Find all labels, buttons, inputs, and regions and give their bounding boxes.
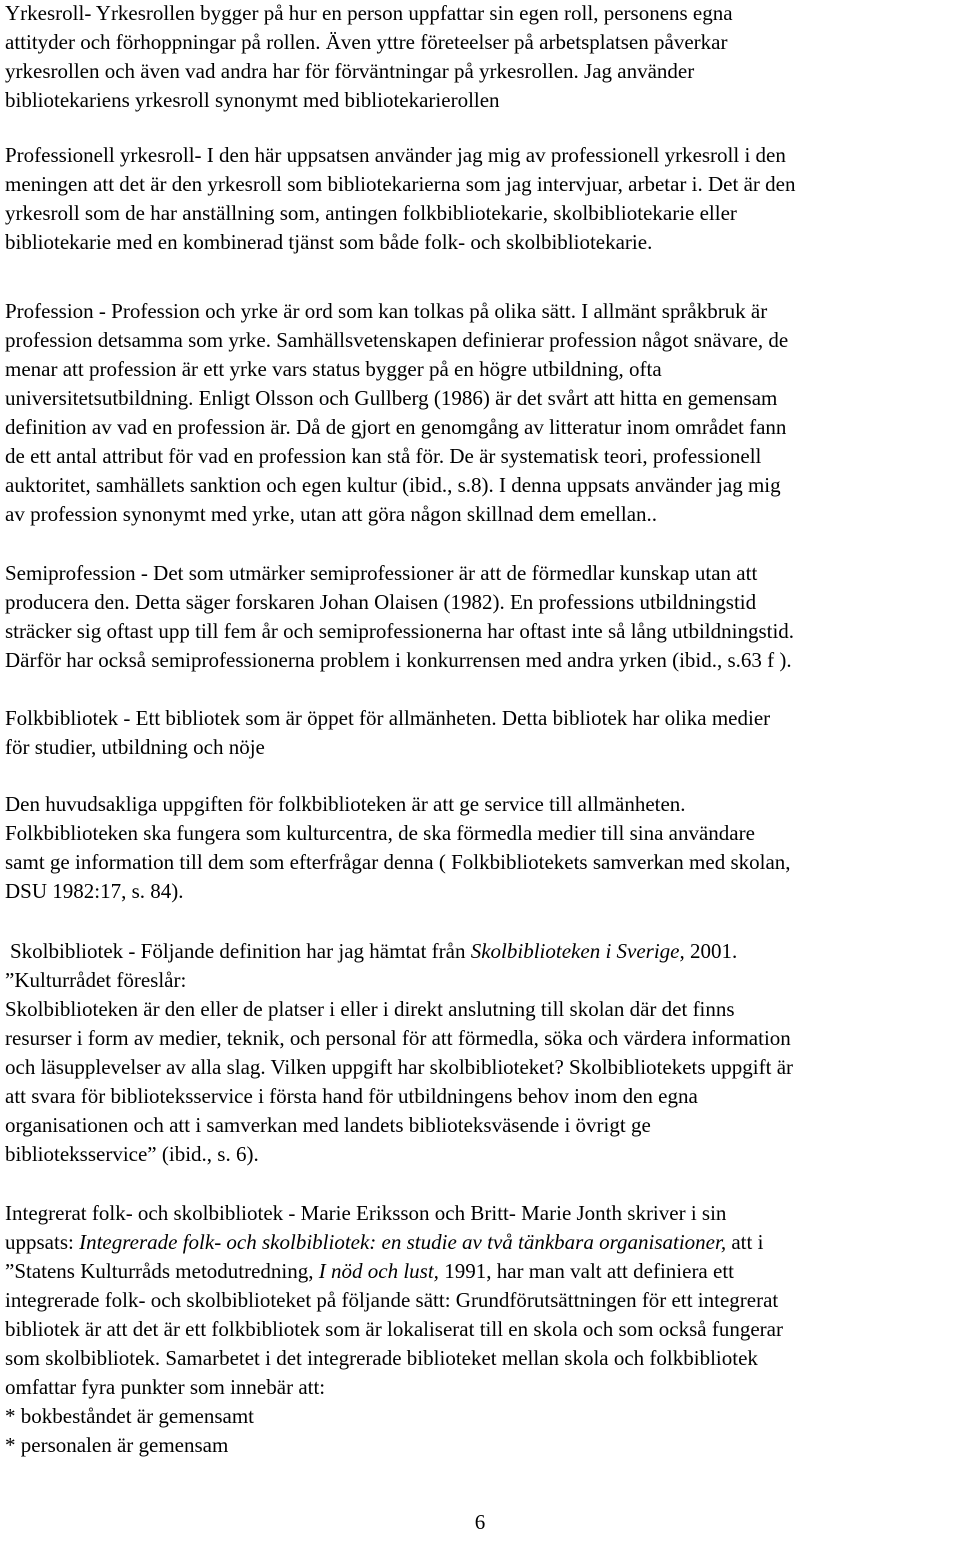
para-integrerat [5, 1199, 960, 1460]
text-line: profession detsamma som yrke. Samhällsvetenskapen definierar profession något snävare, de [5, 328, 789, 352]
para-semiprofession [5, 559, 960, 675]
text-run: 1991, har man valt att definiera ett [438, 1259, 734, 1283]
text-line: menar att profession är ett yrke vars status bygger på en högre utbildning, ofta [5, 357, 662, 381]
text-line: auktoritet, samhällets sanktion och egen kultur (ibid., s.8). I denna uppsats använder jag mig [5, 473, 781, 497]
text-line: för studier, utbildning och nöje [5, 735, 265, 759]
text-line: Den huvudsakliga uppgiften för folkbiblioteken är att ge service till allmänheten. [5, 792, 686, 816]
para-yrkesroll [5, 0, 960, 115]
text-line: producera den. Detta säger forskaren Johan Olaisen (1982). En professions utbildningstid [5, 590, 757, 614]
text-line: attityder och förhoppningar på rollen. Även yttre företeelser på arbetsplatsen påverkar [5, 30, 728, 54]
text-run: uppsats: [5, 1230, 80, 1254]
text-line: Professionell yrkesroll- I den här uppsatsen använder jag mig av professionell yrkesroll i den [5, 143, 786, 167]
text-line: Integrerat folk- och skolbibliotek - Marie Eriksson och Britt- Marie Jonth skriver i sin [5, 1201, 727, 1225]
para-folkbibliotek [5, 704, 960, 762]
report-title: I nöd och lust, [318, 1259, 439, 1283]
text-line: ”Kulturrådet föreslår: [5, 968, 187, 992]
text-line: och läsupplevelser av alla slag. Vilken uppgift har skolbiblioteket? Skolbibliotekets uppgift är [5, 1055, 794, 1079]
text-line [5, 1257, 960, 1286]
text-line: Därför har också semiprofessionerna problem i konkurrensen med andra yrken (ibid., s.63 f ). [5, 648, 792, 672]
text-line: organisationen och att i samverkan med landets biblioteksväsende i övrigt ge [5, 1113, 651, 1137]
list-item: * bokbeståndet är gemensamt [5, 1404, 255, 1428]
text-line: resurser i form av medier, teknik, och personal för att förmedla, söka och värdera information [5, 1026, 791, 1050]
text-line: yrkesroll som de har anställning som, antingen folkbibliotekarie, skolbibliotekarie eller [5, 201, 737, 225]
text-run: ”Statens Kulturråds metodutredning, [5, 1259, 319, 1283]
text-line: samt ge information till dem som efterfrågar denna ( Folkbibliotekets samverkan med skolan, [5, 850, 791, 874]
text-line: Yrkesroll- Yrkesrollen bygger på hur en person uppfattar sin egen roll, personens egna [5, 1, 733, 25]
para-huvudsakliga-uppgiften [5, 790, 960, 906]
text-line: Folkbiblioteken ska fungera som kulturcentra, de ska förmedla medier till sina användare [5, 821, 755, 845]
text-run: 2001. [684, 939, 738, 963]
text-line: sträcker sig oftast upp till fem år och semiprofessionerna har oftast inte så lång utbildningstid. [5, 619, 795, 643]
text-line: DSU 1982:17, s. 84). [5, 879, 184, 903]
text-line: Profession - Profession och yrke är ord som kan tolkas på olika sätt. I allmänt språkbruk är [5, 299, 768, 323]
text-run: att i [726, 1230, 764, 1254]
text-line: definition av vad en profession är. Då de gjort en genomgång av litteratur inom området fann [5, 415, 787, 439]
page-number: 6 [474, 1510, 486, 1534]
thesis-title: Integrerade folk- och skolbibliotek: en studie av två tänkbara organisationer, [79, 1230, 727, 1254]
text-line: att svara för biblioteksservice i första hand för utbildningens behov inom den egna [5, 1084, 698, 1108]
para-professionell-yrkesroll [5, 141, 960, 257]
text-line: Skolbiblioteken är den eller de platser i eller i direkt anslutning till skolan där det finns [5, 997, 735, 1021]
text-line: integrerade folk- och skolbiblioteket på följande sätt: Grundförutsättningen för ett integrerat [5, 1288, 779, 1312]
text-line: bibliotekariens yrkesroll synonymt med bibliotekarierollen [5, 88, 500, 112]
text-line: bibliotek är att det är ett folkbibliotek som är lokaliserat till en skola och som också fungerar [5, 1317, 783, 1341]
text-line [5, 1228, 960, 1257]
list-item: * personalen är gemensam [5, 1433, 229, 1457]
text-line: biblioteksservice” (ibid., s. 6). [5, 1142, 259, 1166]
text-line: Folkbibliotek - Ett bibliotek som är öppet för allmänheten. Detta bibliotek har olika medier [5, 706, 771, 730]
text-line: yrkesrollen och även vad andra har för förväntningar på yrkesrollen. Jag använder [5, 59, 695, 83]
text-line: meningen att det är den yrkesroll som bibliotekarierna som jag intervjuar, arbetar i. Det är den [5, 172, 796, 196]
para-skolbibliotek [5, 937, 960, 1169]
book-title: Skolbiblioteken i Sverige, [470, 939, 685, 963]
text-line: som skolbibliotek. Samarbetet i det integrerade biblioteket mellan skola och folkbibliotek [5, 1346, 758, 1370]
para-profession [5, 297, 960, 529]
text-line: de ett antal attribut för vad en profession kan stå för. De är systematisk teori, professionell [5, 444, 762, 468]
text-line: omfattar fyra punkter som innebär att: [5, 1375, 326, 1399]
text-line: universitetsutbildning. Enligt Olsson och Gullberg (1986) är det svårt att hitta en gemensam [5, 386, 778, 410]
text-line: av profession synonymt med yrke, utan att göra någon skillnad dem emellan.. [5, 502, 658, 526]
text-line: bibliotekarie med en kombinerad tjänst som både folk- och skolbibliotekarie. [5, 230, 653, 254]
text-run: Skolbibliotek - Följande definition har jag hämtat från [10, 939, 471, 963]
text-line: Semiprofession - Det som utmärker semiprofessioner är att de förmedlar kunskap utan att [5, 561, 758, 585]
text-line [5, 937, 960, 966]
